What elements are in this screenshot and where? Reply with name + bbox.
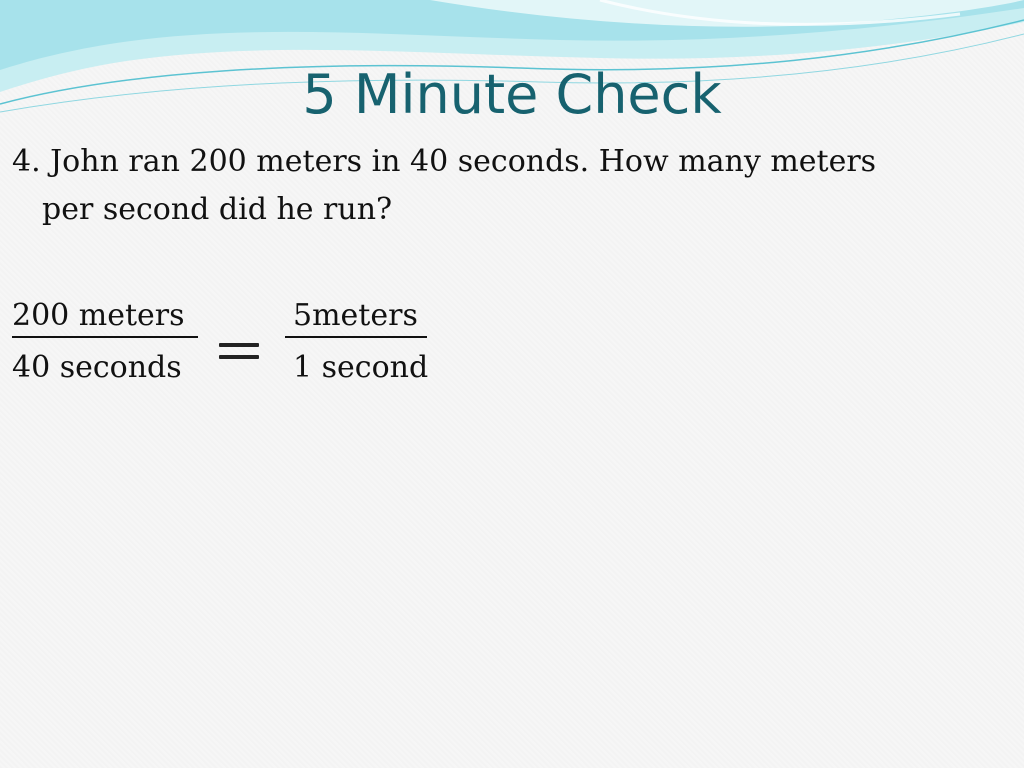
question-line-2: per second did he run? [42,192,393,227]
equals-sign [219,339,261,363]
slide-title: 5 Minute Check [302,63,722,126]
left-fraction-bar [12,336,198,338]
right-fraction-numerator: 5meters [293,298,418,333]
question-text [12,138,1002,234]
left-fraction-denominator: 40 seconds [12,350,182,385]
question-line-1: 4. John ran 200 meters in 40 seconds. How many meters [12,144,877,179]
left-fraction-numerator: 200 meters [12,298,185,333]
right-fraction-bar [285,336,427,338]
right-fraction-denominator: 1 second [293,350,429,385]
